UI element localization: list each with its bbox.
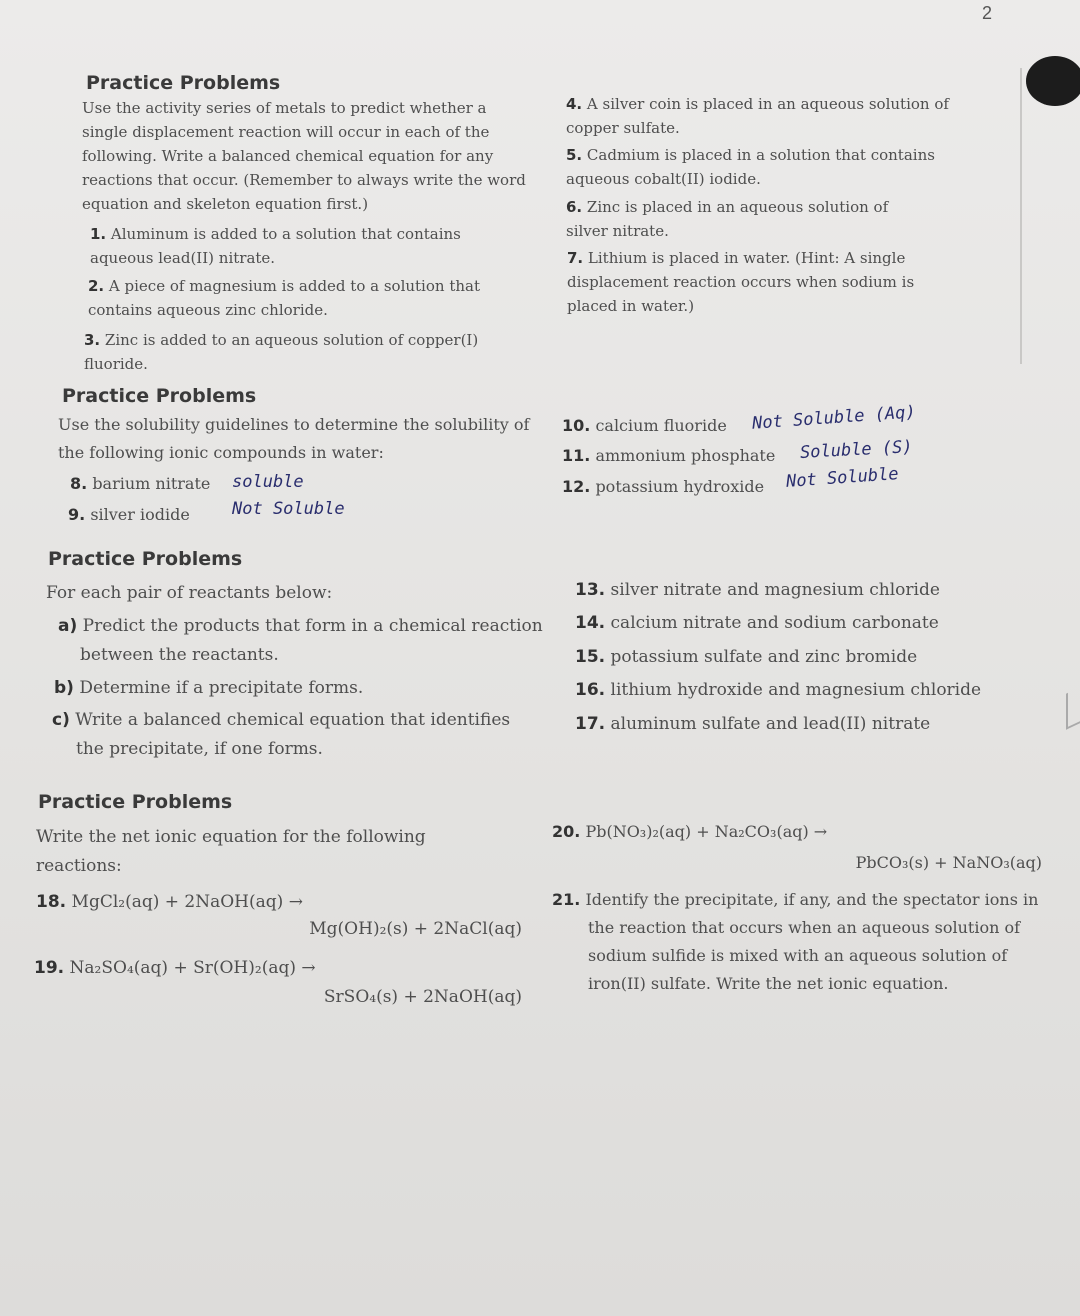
question-1-text: Aluminum is added to a solution that contains aqueous lead(II) nitrate.: [90, 225, 461, 267]
section3-heading: Practice Problems: [48, 548, 243, 570]
question-5: [566, 143, 966, 191]
question-17-text: aluminum sulfate and lead(II) nitrate: [610, 714, 931, 734]
question-11-number: 11.: [562, 446, 591, 465]
question-20-rhs: PbCO₃(s) + NaNO₃(aq): [855, 853, 1042, 872]
margin-line: [1020, 68, 1022, 364]
binder-clip-mark: [1066, 686, 1080, 729]
punch-hole: [1026, 56, 1080, 106]
question-2-text: A piece of magnesium is added to a solution that contains aqueous zinc chloride.: [88, 277, 480, 319]
question-13-number: 13.: [575, 580, 606, 600]
question-18: [36, 888, 356, 917]
section3-intro: For each pair of reactants below:: [46, 583, 333, 603]
question-21: [552, 886, 1052, 998]
question-8-number: 8.: [70, 474, 88, 493]
question-3: [84, 328, 514, 376]
question-8-text: barium nitrate: [92, 474, 211, 493]
question-16: [575, 676, 1035, 705]
question-3-number: 3.: [84, 331, 101, 349]
question-15-text: potassium sulfate and zinc bromide: [610, 647, 918, 667]
instruction-a-label: a): [58, 616, 78, 636]
page-number: 2: [982, 3, 993, 23]
question-6: [566, 195, 926, 243]
question-16-number: 16.: [575, 680, 606, 700]
question-9: [68, 503, 228, 527]
question-19-number: 19.: [34, 958, 65, 978]
question-17: [575, 710, 1015, 739]
question-10-number: 10.: [562, 416, 591, 435]
section4-heading: Practice Problems: [38, 791, 233, 813]
question-19: [34, 954, 364, 983]
section4-intro: Write the net ionic equation for the following reactions:: [36, 827, 426, 876]
question-14-number: 14.: [575, 613, 606, 633]
question-20: [552, 820, 882, 844]
question-7-text: Lithium is placed in water. (Hint: A single displacement reaction occurs when sodium is placed in water.): [567, 249, 915, 315]
question-12-text: potassium hydroxide: [595, 477, 765, 496]
question-20-lhs: Pb(NO₃)₂(aq) + Na₂CO₃(aq) →: [585, 822, 828, 841]
question-14: [575, 609, 1015, 638]
question-1: [90, 222, 490, 270]
instruction-b: [54, 674, 544, 703]
question-19-lhs: Na₂SO₄(aq) + Sr(OH)₂(aq) →: [69, 958, 316, 978]
instruction-c-text: Write a balanced chemical equation that identifies the precipitate, if one forms.: [75, 710, 511, 759]
question-12-number: 12.: [562, 477, 591, 496]
answer-12-handwritten: Not Soluble: [785, 464, 900, 492]
question-21-text: Identify the precipitate, if any, and the spectator ions in the reaction that occurs when an aqueous solution of sodium sulfide is mixed with an aqueous solution of iron(II) sulfate. Write the net ionic equation.: [585, 890, 1039, 993]
question-6-text: Zinc is placed in an aqueous solution of silver nitrate.: [566, 198, 889, 240]
question-4-text: A silver coin is placed in an aqueous solution of copper sulfate.: [566, 95, 949, 137]
question-18-number: 18.: [36, 892, 67, 912]
instruction-c-label: c): [52, 710, 70, 730]
section1-intro: Use the activity series of metals to predict whether a single displacement reaction will occur in each of the following. Write a balanced chemical equation for any reactions that occur. (Remember to always write the word equation and skeleton equation first.): [82, 99, 526, 213]
question-2: [88, 274, 502, 322]
question-11: [562, 444, 802, 468]
question-15-number: 15.: [575, 647, 606, 667]
question-20-number: 20.: [552, 822, 581, 841]
answer-9-handwritten: Not Soluble: [232, 499, 345, 519]
question-7-number: 7.: [567, 249, 584, 267]
answer-8-handwritten: soluble: [232, 472, 304, 492]
section2-intro: Use the solubility guidelines to determine the solubility of the following ionic compounds in water:: [58, 415, 530, 462]
question-11-text: ammonium phosphate: [595, 446, 776, 465]
question-15: [575, 643, 1015, 672]
instruction-b-label: b): [54, 678, 74, 698]
question-5-number: 5.: [566, 146, 583, 164]
question-16-text: lithium hydroxide and magnesium chloride: [610, 680, 982, 700]
question-3-text: Zinc is added to an aqueous solution of copper(I) fluoride.: [84, 331, 479, 373]
question-9-text: silver iodide: [90, 505, 190, 524]
question-4: [566, 92, 966, 140]
section2-heading: Practice Problems: [62, 385, 257, 407]
question-18-lhs: MgCl₂(aq) + 2NaOH(aq) →: [71, 892, 303, 912]
question-10-text: calcium fluoride: [595, 416, 727, 435]
answer-10-handwritten: Not Soluble (Aq): [751, 402, 917, 434]
instruction-b-text: Determine if a precipitate forms.: [79, 678, 364, 698]
question-8: [70, 472, 230, 496]
answer-11-handwritten: Soluble (S): [799, 437, 914, 463]
instruction-a-text: Predict the products that form in a chemical reaction between the reactants.: [80, 616, 543, 665]
question-13: [575, 576, 1015, 605]
question-12: [562, 475, 792, 499]
question-1-number: 1.: [90, 225, 107, 243]
question-5-text: Cadmium is placed in a solution that contains aqueous cobalt(II) iodide.: [566, 146, 935, 188]
question-13-text: silver nitrate and magnesium chloride: [610, 580, 940, 600]
question-7: [567, 246, 967, 318]
question-6-number: 6.: [566, 198, 583, 216]
question-9-number: 9.: [68, 505, 86, 524]
question-10: [562, 414, 752, 438]
instruction-a: [58, 612, 548, 670]
question-17-number: 17.: [575, 714, 606, 734]
question-19-rhs: SrSO₄(s) + 2NaOH(aq): [323, 987, 522, 1007]
question-21-number: 21.: [552, 890, 581, 909]
section1-heading: Practice Problems: [86, 72, 281, 94]
instruction-c: [52, 706, 532, 764]
question-2-number: 2.: [88, 277, 105, 295]
question-4-number: 4.: [566, 95, 583, 113]
question-14-text: calcium nitrate and sodium carbonate: [610, 613, 939, 633]
question-18-rhs: Mg(OH)₂(s) + 2NaCl(aq): [309, 919, 522, 939]
